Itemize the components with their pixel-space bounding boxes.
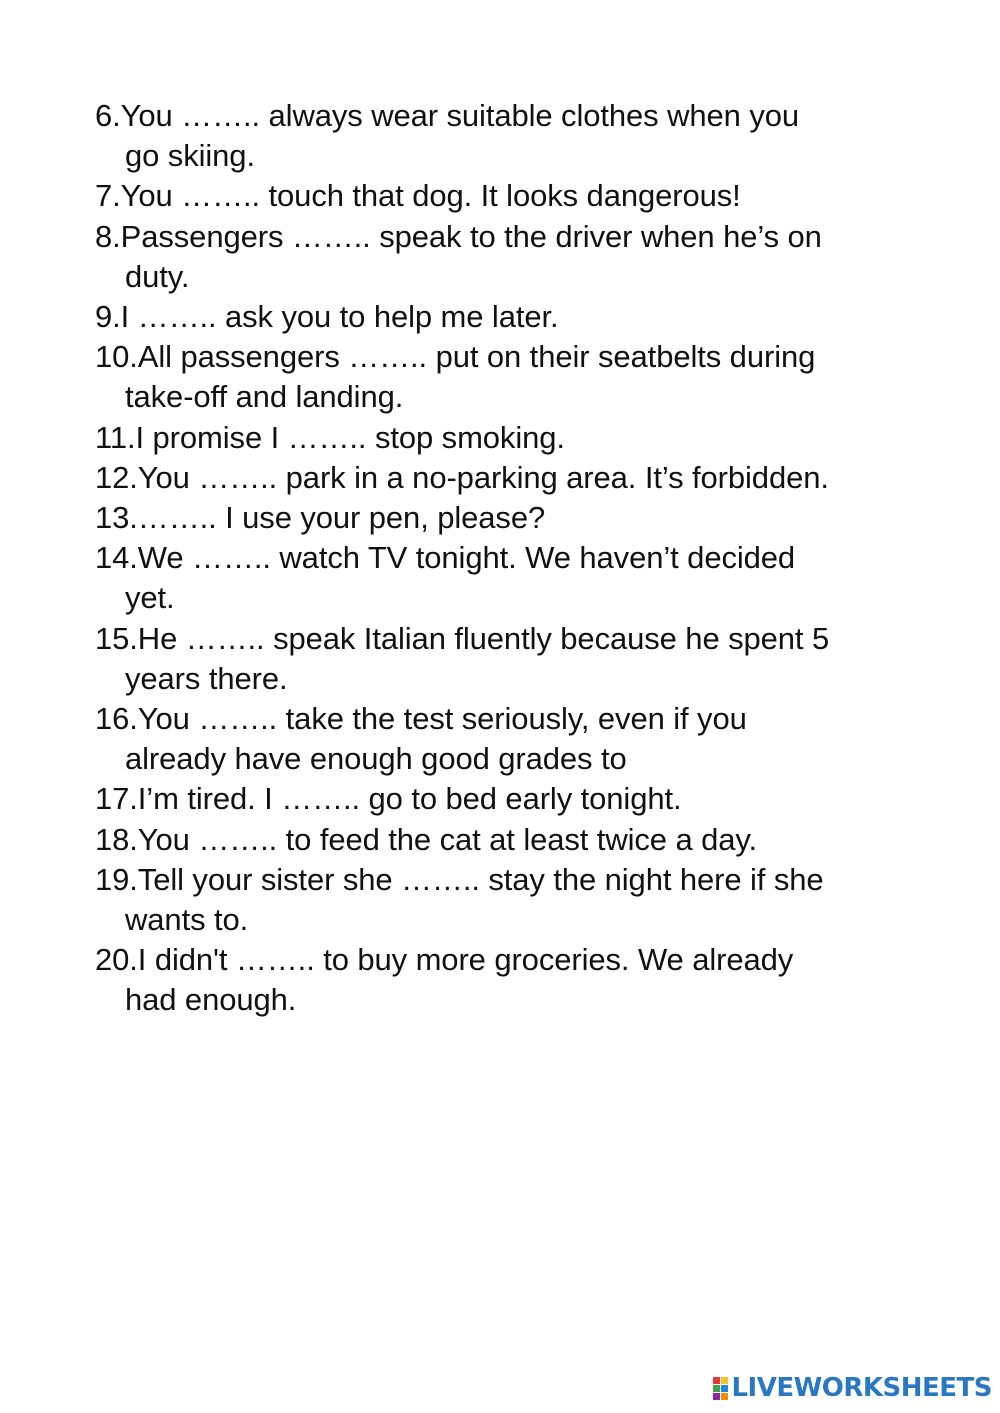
exercise-text: [138, 458, 1000, 498]
exercise-number: 20.: [95, 942, 138, 978]
exercise-text: [125, 538, 1000, 618]
exercise-sentence: You …….. touch that dog. It looks dangerous!: [120, 178, 741, 214]
exercise-sentence: …….. I use your pen, please?: [137, 500, 546, 536]
exercise-sentence-continuation: already have enough good grades to: [125, 741, 627, 777]
exercise-item: [0, 217, 1000, 297]
logo-text: LIVEWORKSHEETS: [731, 1373, 992, 1403]
exercise-text: [125, 860, 1000, 940]
exercise-text: [121, 297, 1000, 337]
logo-block: [713, 1385, 720, 1392]
logo-block: [721, 1393, 728, 1400]
logo-block: [713, 1377, 720, 1384]
exercise-sentence-continuation: wants to.: [125, 902, 249, 938]
exercise-sentence: Tell your sister she …….. stay the night here if she: [137, 861, 824, 897]
exercise-number: 12.: [95, 459, 138, 495]
exercise-item: [0, 699, 1000, 779]
exercise-number: 19.: [95, 861, 138, 897]
exercise-item: [0, 619, 1000, 699]
exercise-sentence: I’m tired. I …….. go to bed early tonight.: [137, 781, 682, 817]
exercise-item: [0, 96, 1000, 176]
exercise-sentence-continuation: go skiing.: [125, 138, 255, 174]
exercise-number: 17.: [95, 781, 138, 817]
exercise-sentence: We …….. watch TV tonight. We haven’t decided: [137, 540, 796, 576]
exercise-text: [136, 418, 1000, 458]
exercise-sentence: You …….. take the test seriously, even if you: [137, 701, 747, 737]
exercise-item: [0, 337, 1000, 417]
exercise-item: [0, 297, 1000, 337]
exercise-text: [138, 820, 1000, 860]
exercise-sentence: I …….. ask you to help me later.: [120, 299, 559, 335]
exercise-number: 6.: [95, 98, 121, 133]
exercise-text: [125, 940, 1000, 1020]
exercise-number: 8.: [95, 218, 121, 254]
exercise-number: 16.: [95, 701, 138, 737]
exercise-sentence: You …….. to feed the cat at least twice a day.: [137, 821, 757, 857]
exercise-sentence-continuation: duty.: [125, 258, 190, 294]
exercise-item: [0, 779, 1000, 819]
exercise-item: [0, 498, 1000, 538]
exercise-number: 10.: [95, 339, 138, 375]
exercise-sentence: You …….. park in a no-parking area. It’s forbidden.: [137, 459, 829, 495]
exercise-number: 11.: [95, 419, 136, 455]
exercise-number: 9.: [95, 299, 121, 335]
exercise-text: [125, 337, 1000, 417]
logo-block: [721, 1385, 728, 1392]
exercise-sentence: You …….. always wear suitable clothes when you: [120, 98, 799, 133]
exercise-item: [0, 176, 1000, 216]
exercise-number: 7.: [95, 178, 121, 214]
exercise-sentence: I didn't …….. to buy more groceries. We already: [137, 942, 794, 978]
exercise-item: [0, 538, 1000, 618]
exercise-number: 13.: [95, 500, 138, 536]
exercise-text: [125, 699, 1000, 779]
exercise-sentence: Passengers …….. speak to the driver when he’s on: [120, 218, 822, 254]
exercise-text: [138, 498, 1000, 538]
exercise-sentence: I promise I …….. stop smoking.: [135, 419, 565, 455]
exercise-sentence-continuation: yet.: [125, 580, 175, 616]
liveworksheets-logo: [713, 1371, 992, 1405]
exercise-item: [0, 940, 1000, 1020]
exercise-sentence: He …….. speak Italian fluently because he spent 5: [137, 620, 830, 656]
exercise-sentence-continuation: years there.: [125, 660, 288, 696]
exercise-text: [121, 176, 1000, 216]
exercise-text: [121, 96, 1000, 176]
exercise-text: [138, 779, 1000, 819]
logo-block: [721, 1377, 728, 1384]
exercise-item: [0, 418, 1000, 458]
exercise-number: 15.: [95, 620, 138, 656]
logo-blocks-icon: [713, 1377, 728, 1400]
exercise-item: [0, 820, 1000, 860]
exercise-list: [0, 96, 1000, 1021]
exercise-number: 14.: [95, 540, 138, 576]
exercise-item: [0, 860, 1000, 940]
exercise-text: [121, 217, 1000, 297]
exercise-sentence-continuation: had enough.: [125, 982, 297, 1018]
logo-block: [713, 1393, 720, 1400]
exercise-item: [0, 458, 1000, 498]
exercise-sentence: All passengers …….. put on their seatbelts during: [137, 339, 816, 375]
exercise-number: 18.: [95, 821, 138, 857]
exercise-text: [125, 619, 1000, 699]
exercise-sentence-continuation: take-off and landing.: [125, 379, 404, 415]
